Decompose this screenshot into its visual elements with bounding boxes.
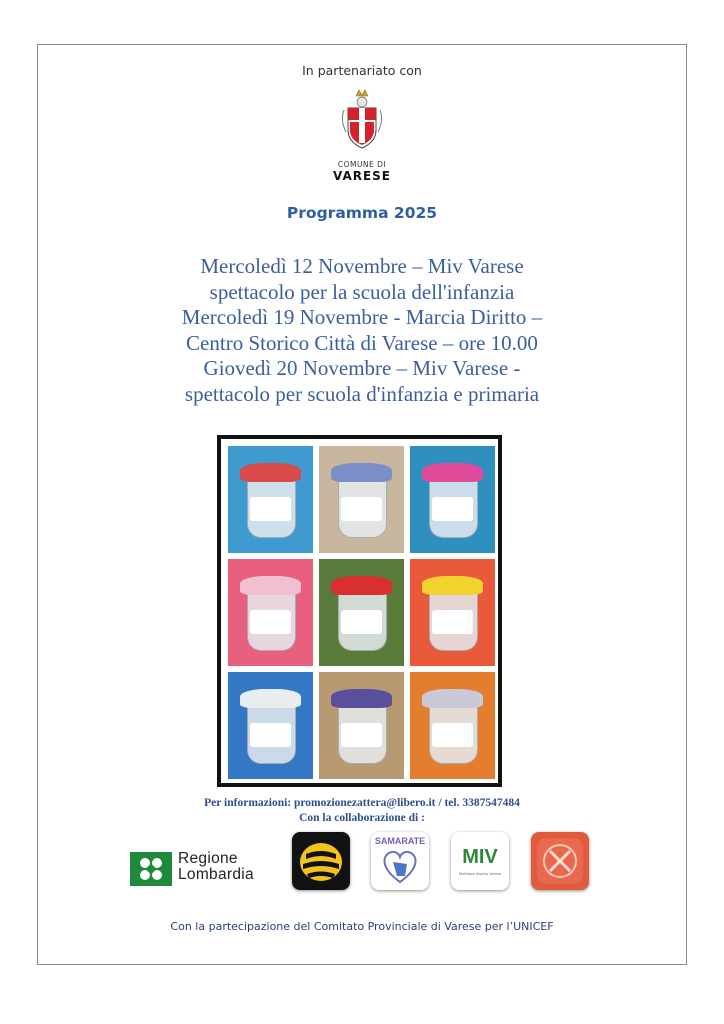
- miv-subtitle: Multisala Impero Varese: [459, 872, 501, 876]
- photo-tile: [410, 559, 495, 666]
- jar-label: [250, 723, 291, 747]
- photo-tile: [319, 446, 404, 553]
- jar-label: [250, 497, 291, 521]
- jar-label: [432, 497, 473, 521]
- schedule: [90, 254, 634, 408]
- jar-label: [432, 723, 473, 747]
- bee-icon: [292, 832, 350, 890]
- jar-lid: [422, 463, 483, 482]
- regione-line: Regione: [178, 850, 238, 867]
- comune-name: VARESE: [332, 169, 392, 183]
- photo-tile: [410, 672, 495, 779]
- lombardia-line: Lombardia: [178, 866, 254, 883]
- samarate-books-logo: [371, 832, 429, 890]
- jar-lid: [240, 576, 301, 595]
- miv-text: MIV: [462, 846, 498, 868]
- bee-logo: [292, 832, 350, 890]
- photo-tile: [228, 672, 313, 779]
- partner-text: In partenariato con: [302, 63, 422, 78]
- photo-tile: [228, 446, 313, 553]
- schedule-line: Mercoledì 19 Novembre - Marcia Diritto –: [181, 305, 543, 330]
- miv-logo: [451, 832, 509, 890]
- jar-label: [341, 610, 382, 634]
- regione-lombardia-mark-icon: [130, 852, 172, 886]
- jar-lid: [331, 689, 392, 708]
- varese-crest-icon: [336, 86, 388, 156]
- jar-lid: [422, 689, 483, 708]
- jar-lid: [240, 463, 301, 482]
- schedule-line: spettacolo per scuola d'infanzia e primaria: [184, 381, 540, 406]
- jar-label: [341, 497, 382, 521]
- collaboration-label: Con la collaborazione di :: [299, 812, 425, 824]
- jar-label: [341, 723, 382, 747]
- schedule-line: Mercoledì 12 Novembre – Miv Varese: [200, 254, 524, 278]
- regione-lombardia-logo: [130, 850, 280, 888]
- jar-lid: [422, 576, 483, 595]
- seal-icon: [531, 832, 589, 890]
- samarate-text: SAMARATE: [374, 836, 426, 846]
- unicef-footer: Con la partecipazione del Comitato Provinciale di Varese per l’UNICEF: [170, 920, 554, 933]
- photo-tile: [319, 559, 404, 666]
- jar-label: [432, 610, 473, 634]
- jar-lid: [240, 689, 301, 708]
- program-title: Programma 2025: [286, 204, 438, 222]
- contact-info: Per informazioni: promozionezattera@libero.it / tel. 3387547484: [204, 797, 520, 809]
- photo-tile: [228, 559, 313, 666]
- schedule-line: spettacolo per la scuola dell'infanzia: [209, 279, 515, 304]
- schedule-line: Centro Storico Città di Varese – ore 10.00: [186, 330, 538, 355]
- jar-label: [250, 610, 291, 634]
- comune-label: COMUNE DI: [337, 160, 387, 169]
- photo-tile: [410, 446, 495, 553]
- regione-lombardia-text: [178, 851, 254, 883]
- jar-lid: [331, 576, 392, 595]
- jar-lid: [331, 463, 392, 482]
- photo-tile: [319, 672, 404, 779]
- photo-collage: [217, 435, 502, 787]
- orange-seal-logo: [531, 832, 589, 890]
- schedule-line: Giovedì 20 Novembre – Miv Varese -: [203, 356, 521, 381]
